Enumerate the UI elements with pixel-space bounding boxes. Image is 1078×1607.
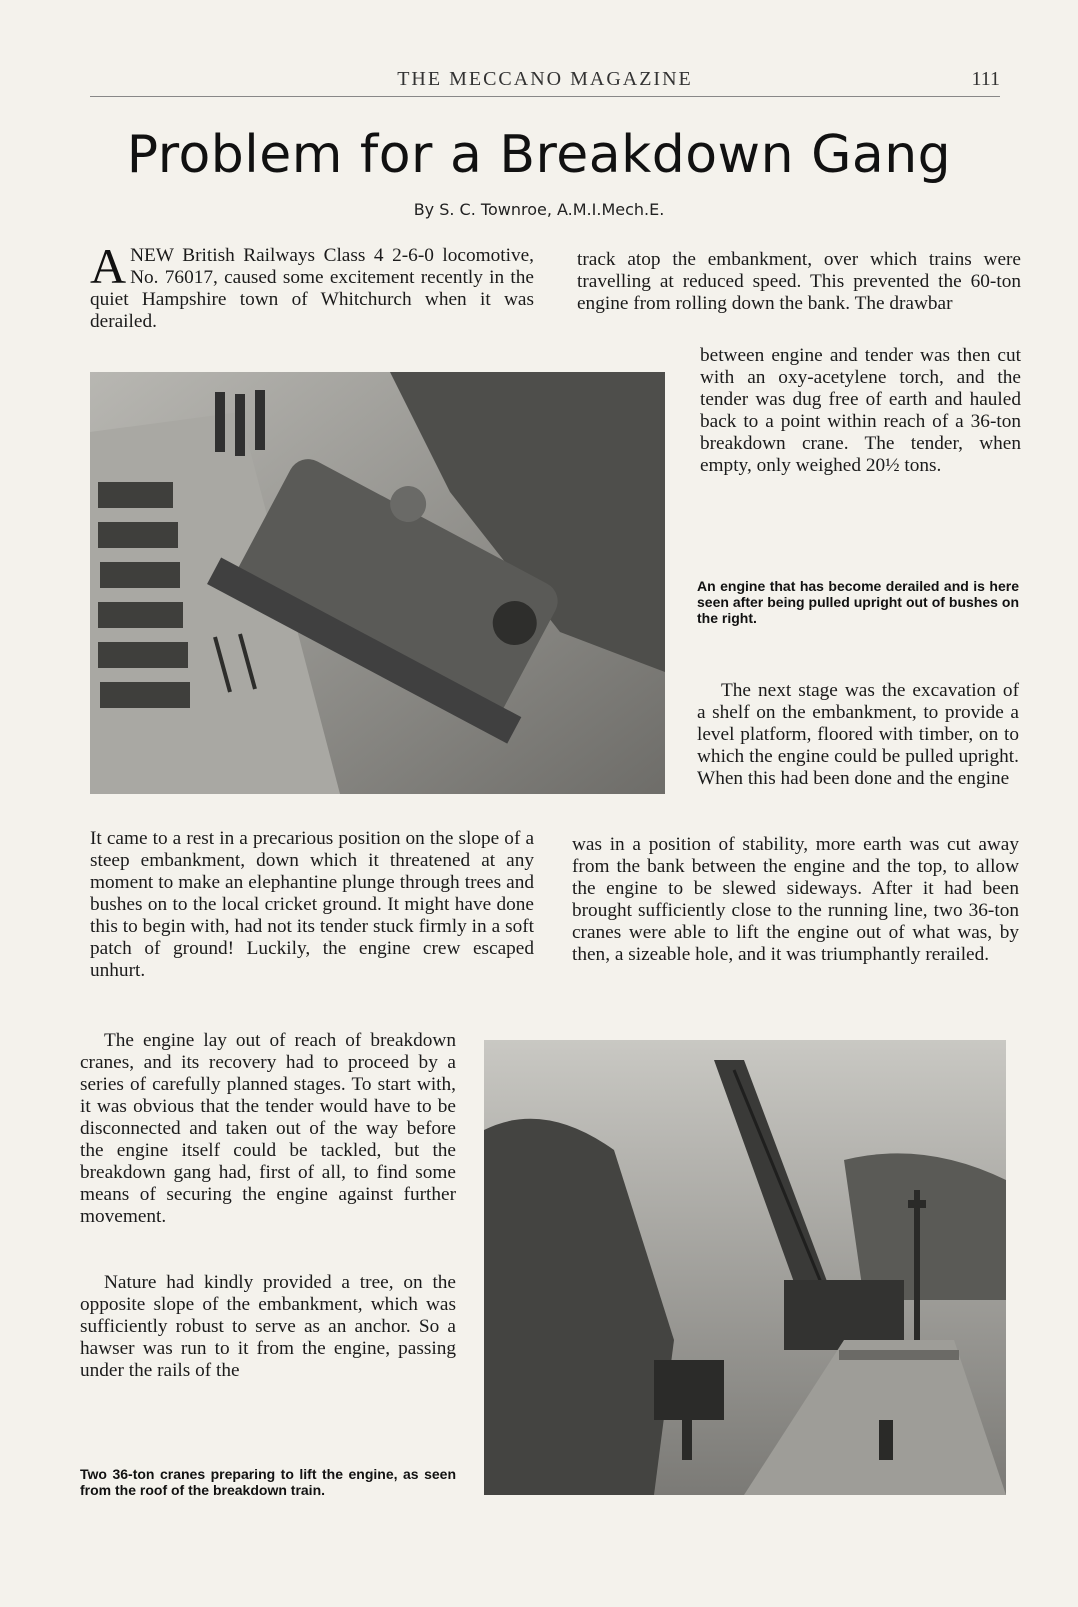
opening-paragraph: [90, 238, 534, 333]
caption-top-photo: An engine that has become derailed and is here seen after being pulled upright out of bushes on the right.: [697, 578, 1019, 626]
paragraph-embankment-track: track atop the embankment, over which trains were travelling at reduced speed. This prevented the 60-ton engine from rolling down the bank. The drawbar: [577, 249, 1021, 314]
derailed-engine-illustration: [90, 372, 665, 794]
paragraph-drawbar: between engine and tender was then cut with an oxy-acetylene torch, and the tender was dug free of earth and hauled back to a point within reach of a 36-ton breakdown crane. The tender, when empty, only weighed 20½ tons.: [700, 345, 1021, 476]
paragraph-next-stage: The next stage was the excavation of a shelf on the embankment, to provide a level platform, floored with timber, on to which the engine could be pulled upright. When this had been done and the engine: [697, 680, 1019, 789]
paragraph-recovery-stages: The engine lay out of reach of breakdown cranes, and its recovery had to proceed by a series of carefully planned stages. To start with, it was obvious that the tender would have to be disconnected and taken out of the way before the engine itself could be tackled, but the breakdown gang had, first of all, to find some means of securing the engine against further movement.: [80, 1030, 456, 1227]
cranes-illustration: [484, 1040, 1006, 1495]
page-number: 111: [971, 68, 1000, 90]
paragraph-intro: NEW British Railways Class 4 2-6-0 locomotive, No. 76017, caused some excitement recently in the quiet Hampshire town of Whitchurch when it was derailed.: [90, 245, 534, 332]
caption-bottom-photo: Two 36-ton cranes preparing to lift the engine, as seen from the roof of the breakdown train.: [80, 1466, 456, 1498]
byline: By S. C. Townroe, A.M.I.Mech.E.: [413, 200, 665, 219]
drop-cap: A: [90, 238, 127, 294]
derailed-engine-photo: [90, 372, 665, 794]
article-title: Problem for a Breakdown Gang: [126, 125, 952, 185]
paragraph-rerailed: was in a position of stability, more earth was cut away from the bank between the engine and the top, to allow the engine to be slewed sideways. After it had been brought sufficiently close to the running line, two 36-ton cranes were able to lift the engine out of what was, by then, a sizeable hole, and it was triumphantly rerailed.: [572, 834, 1019, 965]
magazine-title: THE MECCANO MAGAZINE: [397, 68, 693, 90]
cranes-photo: [484, 1040, 1006, 1495]
paragraph-tree-anchor: Nature had kindly provided a tree, on the opposite slope of the embankment, which was sufficiently robust to serve as an anchor. So a hawser was run to it from the engine, passing under the rails of the: [80, 1272, 456, 1381]
running-head: [90, 66, 1000, 97]
paragraph-precarious-position: It came to a rest in a precarious position on the slope of a steep embankment, down which it threatened at any moment to make an elephantine plunge through trees and bushes on to the local cricket ground. It might have done this to begin with, had not its tender stuck firmly in a soft patch of ground! Luckily, the engine crew escaped unhurt.: [90, 828, 534, 981]
